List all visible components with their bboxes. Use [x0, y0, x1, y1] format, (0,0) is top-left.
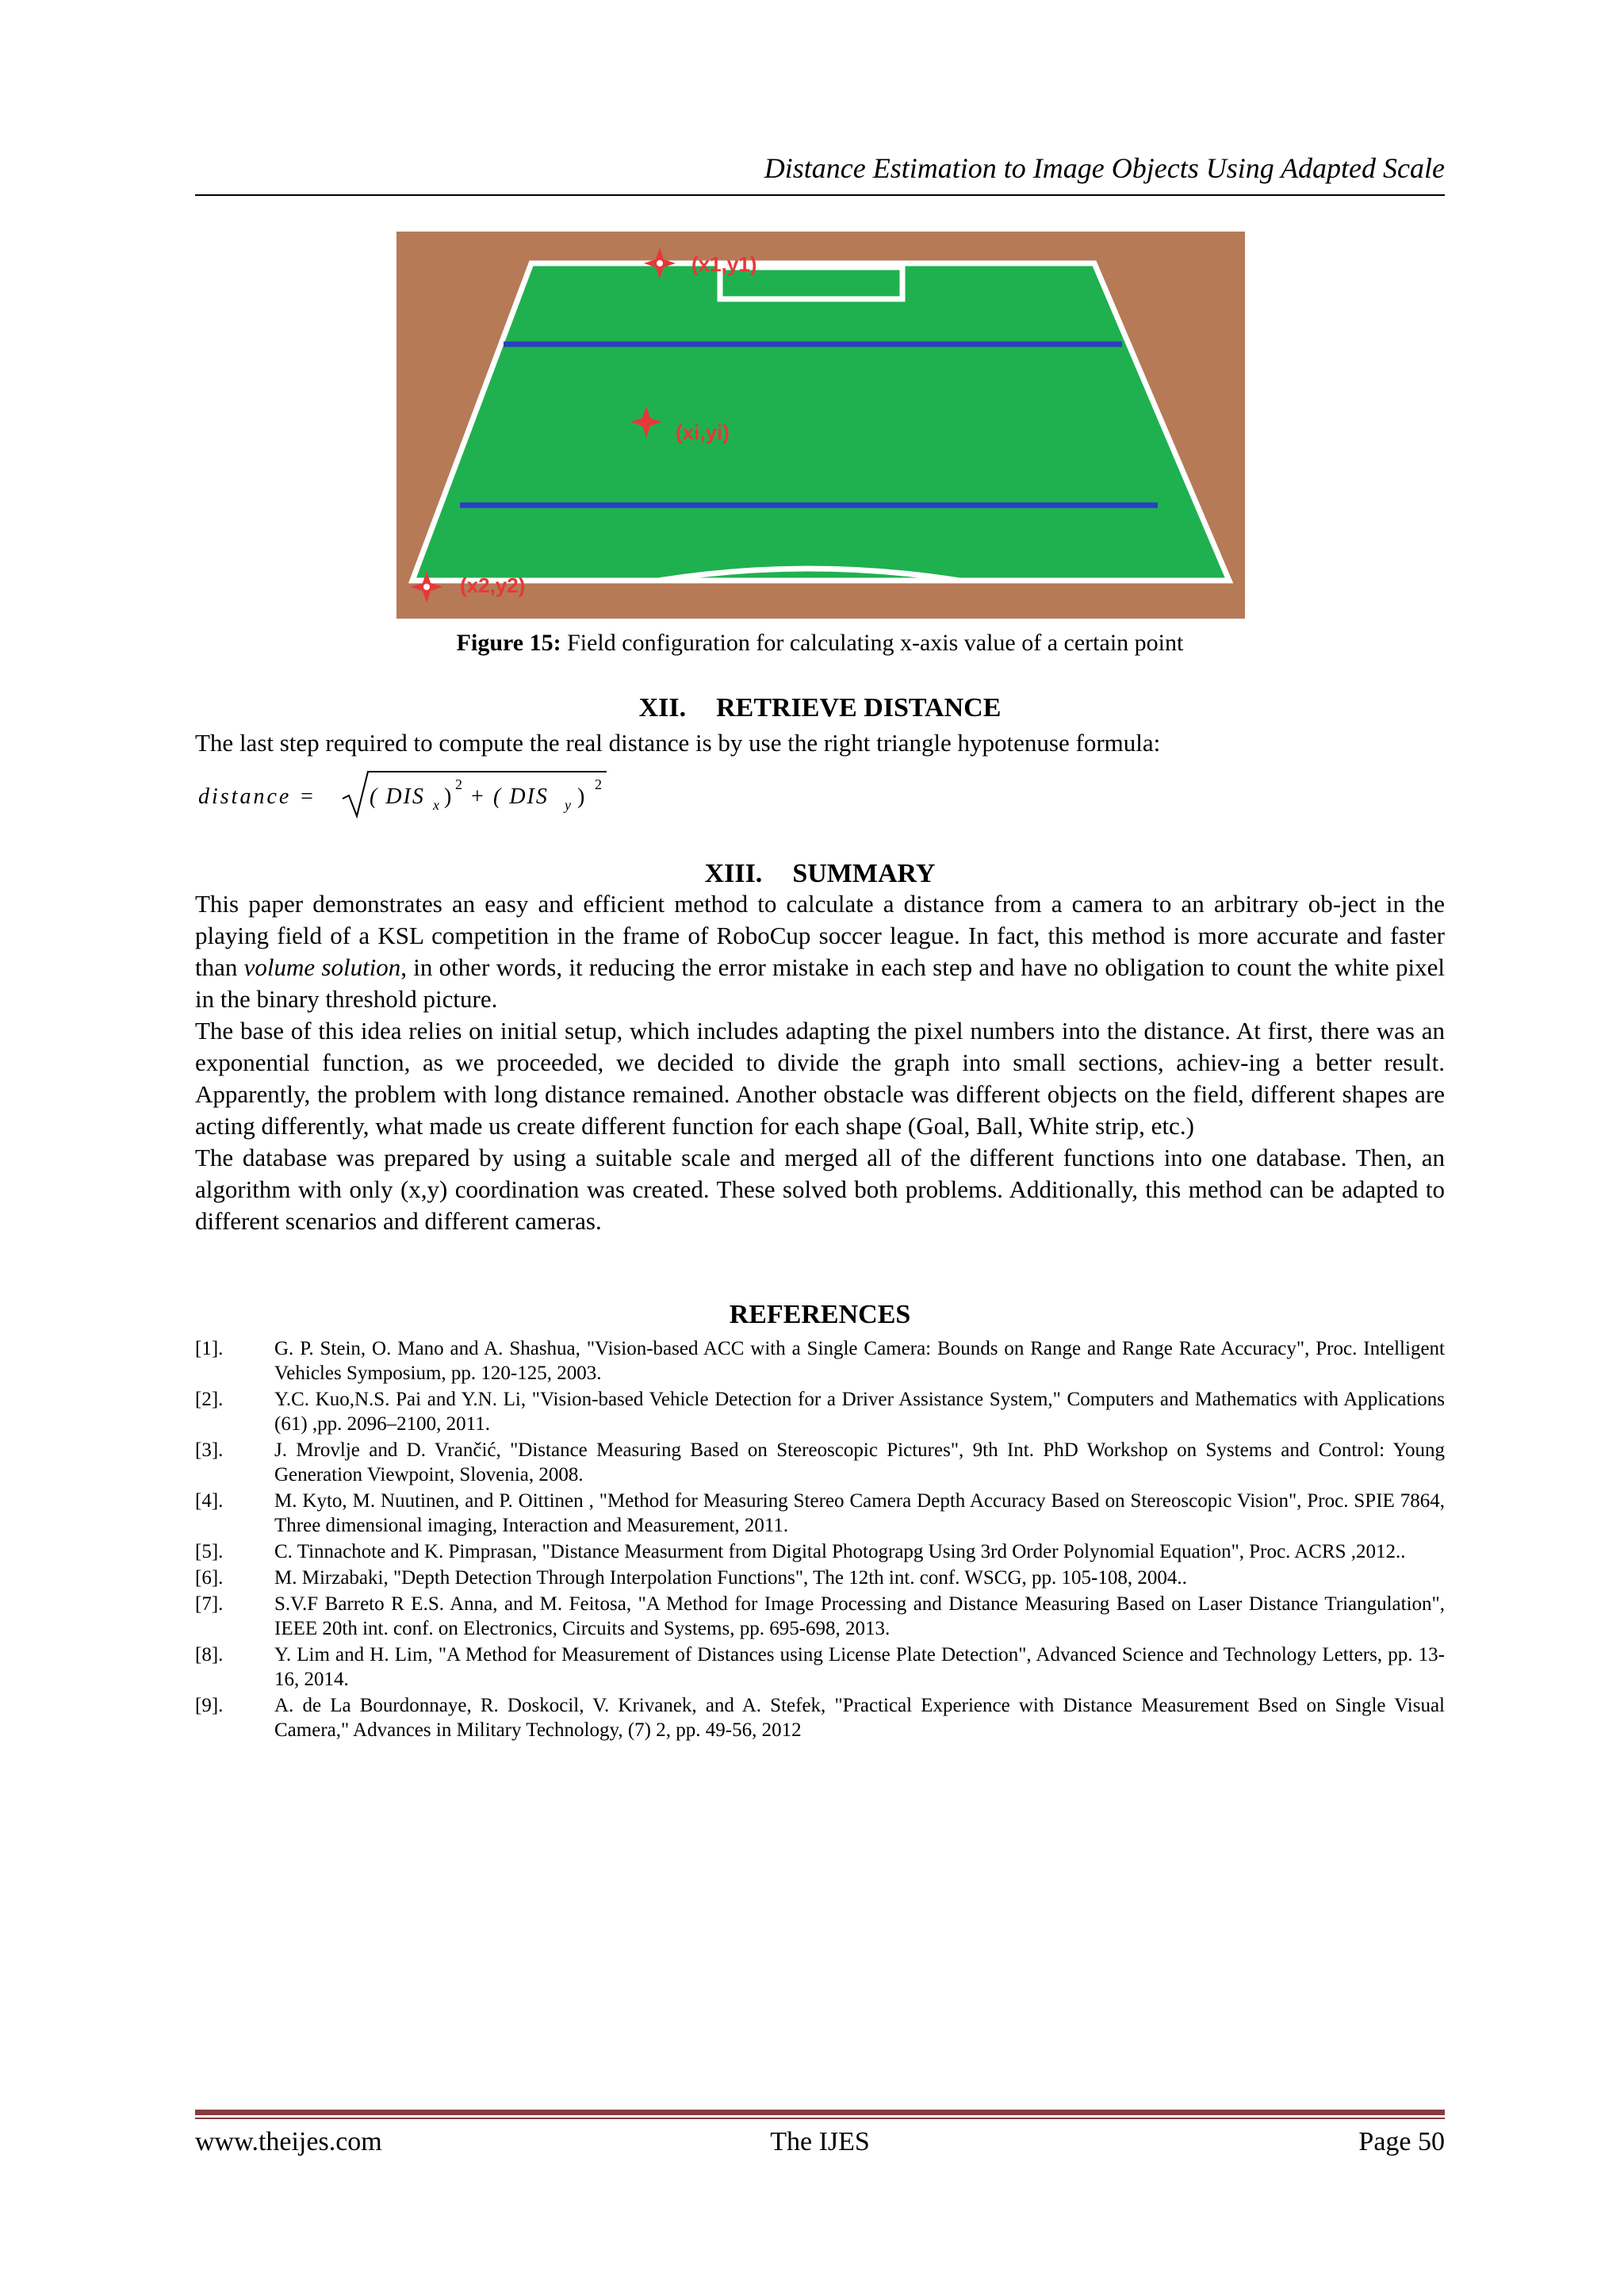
section-12-number: XII.: [638, 693, 687, 723]
footer-rule-thin: [195, 2118, 1445, 2119]
reference-text: G. P. Stein, O. Mano and A. Shashua, "Vision-based ACC with a Single Camera: Bounds on Range and Range Rate Accuracy", Proc. Intelligent Vehicles Symposium, pp. 120-125, 2003.: [274, 1338, 1445, 1384]
running-header: Distance Estimation to Image Objects Using Adapted Scale: [764, 152, 1445, 184]
formula-exp1: 2: [455, 776, 462, 792]
figure-caption: [195, 628, 1445, 658]
reference-item: [195, 1489, 1445, 1538]
reference-item: [195, 1438, 1445, 1487]
label-x2y2: (x2,y2): [460, 573, 526, 597]
formula-close2: ): [577, 784, 585, 809]
label-x1y1: (x1,y1): [691, 252, 757, 276]
reference-item: [195, 1693, 1445, 1742]
reference-item: [195, 1336, 1445, 1386]
reference-text: A. de La Bourdonnaye, R. Doskocil, V. Krivanek, and A. Stefek, "Practical Experience with Distance Measurement Bsed on Single Visual Camera," Advances in Military Technology, (7) 2, pp. 49-56, 2012: [274, 1695, 1445, 1741]
formula-term1: ( DIS: [370, 784, 425, 809]
reference-item: [195, 1387, 1445, 1436]
summary-p1-emphasis: volume solution: [243, 953, 401, 981]
formula-plus: +: [471, 784, 484, 809]
formula-term2: ( DIS: [493, 784, 549, 809]
summary-paragraph-1: [195, 888, 1445, 1015]
formula-sub-x: x: [433, 797, 439, 813]
marker-x1y1-dot: [657, 260, 663, 266]
reference-item: [195, 1539, 1445, 1564]
marker-x2y2-dot: [423, 584, 430, 590]
reference-text: S.V.F Barreto R E.S. Anna, and M. Feitosa, "A Method for Image Processing and Distance Measuring Based on Laser Distance Triangulation", IEEE 20th int. conf. on Electronics, Circuits and Systems, pp. 695-698, 2013.: [274, 1593, 1445, 1639]
reference-text: Y.C. Kuo,N.S. Pai and Y.N. Li, "Vision-based Vehicle Detection for a Driver Assistance System," Computers and Mathematics with Applications (61) ,pp. 2096–2100, 2011.: [274, 1389, 1445, 1435]
reference-text: J. Mrovlje and D. Vrančić, "Distance Measuring Based on Stereoscopic Pictures", 9th Int. PhD Workshop on Systems and Control: Young Generation Viewpoint, Slovenia, 2008.: [274, 1439, 1445, 1485]
reference-text: M. Mirzabaki, "Depth Detection Through Interpolation Functions", The 12th int. conf. WSCG, pp. 105-108, 2004..: [274, 1567, 1187, 1589]
label-xiyi: (xi,yi): [676, 420, 730, 444]
reference-text: M. Kyto, M. Nuutinen, and P. Oittinen , "Method for Measuring Stereo Camera Depth Accuracy Based on Stereoscopic Vision", Proc. SPIE 7864, Three dimensional imaging, Interaction and Measurement, 2011.: [274, 1490, 1445, 1536]
distance-formula-svg: [198, 765, 626, 821]
formula-exp2: 2: [595, 776, 602, 792]
field-figure: [396, 232, 1245, 619]
summary-paragraph-2: The base of this idea relies on initial setup, which includes adapting the pixel numbers into the distance. At first, there was an exponential function, as we proceeded, we decided to divide the graph into small sections, achiev-ing a better result. Apparently, the problem with long distance remained. Another obstacle was different objects on the field, different shapes are acting differently, what made us create different function for each shape (Goal, Ball, White strip, etc.): [195, 1017, 1445, 1140]
reference-item: [195, 1642, 1445, 1692]
formula-sub-y: y: [565, 797, 571, 813]
reference-item: [195, 1566, 1445, 1590]
references-list: [195, 1336, 1445, 1744]
distance-formula: [198, 765, 626, 821]
footer-page-number: Page 50: [1358, 2127, 1445, 2156]
section-13-heading: [195, 858, 1445, 890]
footer-rule-thick: [195, 2110, 1445, 2115]
reference-number: [7].: [195, 1593, 224, 1615]
summary-paragraph-3: The database was prepared by using a suitable scale and merged all of the different functions into one database. Then, an algorithm with only (x,y) coordination was created. These solved both problems. Additionally, this method can be adapted to different scenarios and different cameras.: [195, 1144, 1445, 1235]
header-rule: [195, 194, 1445, 196]
section-12-title: RETRIEVE DISTANCE: [716, 693, 1002, 723]
section-12-heading: [195, 692, 1445, 724]
formula-lhs: distance =: [198, 784, 317, 809]
reference-number: [8].: [195, 1644, 224, 1665]
summary-body: [195, 888, 1445, 1237]
references-heading: REFERENCES: [729, 1300, 911, 1329]
reference-number: [9].: [195, 1695, 224, 1716]
figure-caption-label: Figure 15:: [456, 630, 561, 656]
field-diagram: [396, 232, 1245, 619]
section-12-intro: The last step required to compute the real distance is by use the right triangle hypotenuse formula:: [195, 729, 1161, 757]
summary-p1-b: , in other words, it reducing the error mistake in each step and have no obligation to count the white pixel in the binary threshold picture.: [195, 953, 1445, 1013]
summary-p1-a: This paper demonstrates an easy and efficient method to calculate a distance from a camera to an arbitrary ob-ject in the playing field of a KSL competition in the frame of RoboCup soccer league. In fact, this method is more accurate and faster than: [195, 890, 1445, 981]
field-surface: [412, 263, 1229, 581]
section-13-number: XIII.: [704, 859, 763, 888]
reference-number: [4].: [195, 1490, 224, 1512]
section-13-title: SUMMARY: [792, 859, 936, 888]
reference-text: Y. Lim and H. Lim, "A Method for Measurement of Distances using License Plate Detection", Advanced Science and Technology Letters, pp. 13-16, 2014.: [274, 1644, 1445, 1690]
reference-number: [1].: [195, 1338, 224, 1359]
reference-text: C. Tinnachote and K. Pimprasan, "Distance Measurment from Digital Photograpg Using 3rd Order Polynomial Equation", Proc. ACRS ,2012..: [274, 1541, 1406, 1562]
reference-number: [6].: [195, 1567, 224, 1589]
formula-close1: ): [444, 784, 452, 809]
reference-number: [2].: [195, 1389, 224, 1410]
reference-number: [3].: [195, 1439, 224, 1461]
footer-journal: The IJES: [770, 2127, 870, 2156]
footer-website: www.theijes.com: [195, 2127, 382, 2156]
reference-item: [195, 1592, 1445, 1641]
figure-caption-text: Field configuration for calculating x-axis value of a certain point: [561, 630, 1184, 656]
reference-number: [5].: [195, 1541, 224, 1562]
